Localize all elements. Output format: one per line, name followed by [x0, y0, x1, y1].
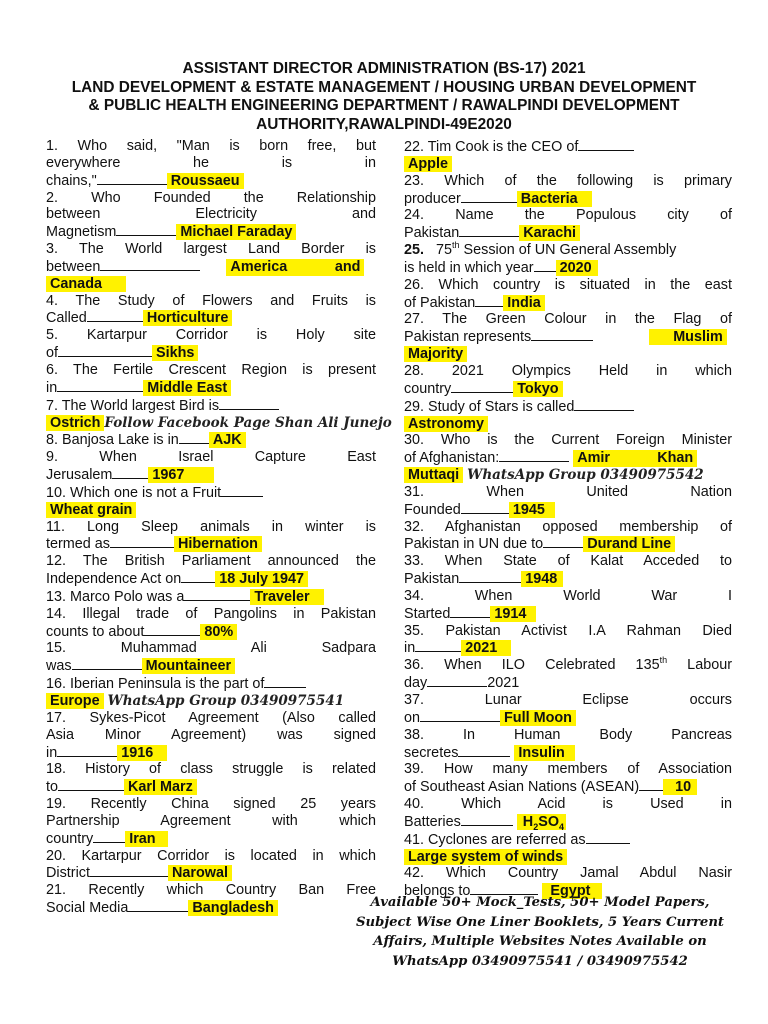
- answer-blank: [110, 535, 174, 548]
- answer-highlight: 1948: [521, 571, 563, 587]
- question-5: 5. Kartarpur Corridor is Holy site of Sikhs: [46, 327, 376, 362]
- question-20: 20. Kartarpur Corridor is located in which District Narowal: [46, 847, 376, 882]
- question-10: 10. Which one is not a Fruit Wheat grain: [46, 484, 376, 519]
- answer-highlight: Egypt: [542, 883, 602, 899]
- answer-blank: [181, 570, 215, 583]
- answer-blank: [264, 675, 306, 688]
- question-21: 21. Recently which Country Ban Free Social Media Bangladesh: [46, 882, 376, 917]
- question-31: 31. When United Nation Founded 1945: [404, 483, 732, 518]
- answer-blank: [586, 831, 630, 844]
- answer-blank: [574, 398, 634, 411]
- answer-highlight: Apple: [404, 156, 452, 172]
- header-line-1: ASSISTANT DIRECTOR ADMINISTRATION (BS-17) 2021: [182, 60, 586, 77]
- question-38: 38. In Human Body Pancreas secretes Insulin: [404, 726, 732, 761]
- answer-blank: [459, 224, 519, 237]
- answer-blank: [57, 744, 117, 757]
- answer-blank: [475, 294, 503, 307]
- answer-blank: [531, 328, 593, 341]
- answer-highlight: Bacteria: [517, 191, 592, 207]
- promotional-footer: Available 50+ Mock_Tests, 50+ Model Papers, Subject Wise One Liner Booklets, 5 Years Current Affairs, Multiple Websites Notes Available on WhatsApp 03490975541 / 03490975542: [355, 895, 724, 969]
- answer-blank: [639, 778, 663, 791]
- answer-blank: [450, 605, 490, 618]
- question-6: 6. The Fertile Crescent Region is present in Middle East: [46, 361, 376, 396]
- answer-highlight: Majority: [404, 346, 467, 362]
- answer-highlight: Karl Marz: [124, 779, 197, 795]
- answer-highlight: Roussaeu: [167, 173, 244, 189]
- header-line-4: AUTHORITY,RAWALPINDI-49E2020: [256, 115, 512, 133]
- answer-blank: [144, 623, 200, 636]
- answer-blank: [578, 138, 634, 151]
- answer-highlight: 18 July 1947: [215, 571, 308, 587]
- answer-blank: [97, 172, 167, 185]
- question-13: 13. Marco Polo was a Traveler: [46, 588, 376, 606]
- answer-blank: [415, 639, 461, 652]
- answer-highlight: Muttaqi: [404, 467, 463, 483]
- question-9: 9. When Israel Capture East Jerusalem 1967: [46, 449, 376, 484]
- answer-blank: [93, 830, 125, 843]
- question-25: 25. 75th Session of UN General Assembly is held in which year 2020: [404, 240, 677, 276]
- answer-highlight: Europe: [46, 693, 104, 709]
- answer-highlight: Insulin: [514, 745, 574, 761]
- answer-blank: [219, 397, 279, 410]
- header-line-3: & PUBLIC HEALTH ENGINEERING DEPARTMENT / RAWALPINDI DEVELOPMENT: [88, 97, 680, 114]
- answer-blank: [112, 466, 148, 479]
- question-40: 40. Which Acid is Used in Batteries $H_2SO_4$: [404, 796, 732, 832]
- answer-highlight: 2021: [461, 640, 511, 656]
- answer-highlight: Muslim: [649, 329, 727, 345]
- question-4: 4. The Study of Flowers and Fruits is Called Horticulture: [46, 292, 376, 327]
- question-41: 41. Cyclones are referred as Large system of winds: [404, 831, 732, 866]
- answer-highlight: Full Moon: [500, 710, 576, 726]
- facebook-promo: Follow Facebook Page Shan Ali Junejo: [104, 414, 392, 431]
- answer-highlight: Middle East: [143, 380, 231, 396]
- answer-highlight: 1967: [148, 467, 214, 483]
- answer-blank: [461, 813, 513, 826]
- question-12: 12. The British Parliament announced the Independence Act on 18 July 1947: [46, 553, 376, 588]
- answer-highlight: Tokyo: [513, 381, 562, 397]
- answer-highlight: 10: [663, 779, 697, 795]
- question-11: 11. Long Sleep animals in winter is termed as Hibernation: [46, 518, 376, 553]
- answer-blank: [461, 501, 509, 514]
- answer-highlight: 1945: [509, 502, 555, 518]
- header-line-2: LAND DEVELOPMENT & ESTATE MANAGEMENT / HOUSING URBAN DEVELOPMENT: [71, 78, 697, 96]
- question-32: 32. Afghanistan opposed membership of Pakistan in UN due to Durand Line: [404, 518, 732, 553]
- question-16: 16. Iberian Peninsula is the part of Europe WhatsApp Group 03490975541: [46, 676, 345, 709]
- right-question-column: [404, 138, 732, 900]
- answer-blank: [427, 674, 487, 687]
- answer-highlight: Astronomy: [404, 416, 488, 432]
- question-34: 34. When World War I Started 1914: [404, 587, 732, 622]
- answer-blank: [72, 657, 142, 670]
- whatsapp-promo: WhatsApp Group 03490975542: [467, 467, 704, 484]
- answer-blank: [461, 190, 517, 203]
- answer-highlight: 2020: [556, 260, 598, 276]
- answer-blank: [543, 535, 583, 548]
- left-question-column: [46, 138, 392, 917]
- answer-blank: [420, 709, 500, 722]
- answer-blank: [58, 344, 152, 357]
- answer-blank: [534, 259, 556, 272]
- question-39: 39. How many members of Association of Southeast Asian Nations (ASEAN) 10: [404, 761, 732, 796]
- question-37: 37. Lunar Eclipse occurs on Full Moon: [404, 692, 732, 726]
- answer-blank: [221, 484, 263, 497]
- question-42: 42. Which Country Jamal Abdul Nasir belongs to Egypt: [404, 865, 732, 900]
- answer-highlight: Durand Line: [583, 536, 675, 552]
- question-3: 3. The World largest Land Border is between America and Canada: [46, 241, 376, 292]
- answer-highlight: Mountaineer: [142, 658, 236, 674]
- question-18: 18. History of class struggle is related to Karl Marz: [46, 761, 376, 796]
- answer-blank: [100, 258, 200, 271]
- document-header: [20, 60, 748, 134]
- question-17: 17. Sykes-Picot Agreement (Also called Asia Minor Agreement) was signed in 1916: [46, 709, 376, 761]
- question-2: 2. Who Founded the Relationship between Electricity and Magnetism Michael Faraday: [46, 189, 376, 241]
- answer-highlight: 1916: [117, 745, 167, 761]
- answer-highlight: Narowal: [168, 865, 232, 881]
- question-14: 14. Illegal trade of Pangolins in Pakistan counts to about 80%: [46, 605, 376, 640]
- answer-highlight: Ostrich: [46, 415, 104, 431]
- question-27: 27. The Green Colour in the Flag of Pakistan represents Muslim Majority: [404, 311, 732, 363]
- answer-highlight: Karachi: [519, 225, 580, 241]
- answer-blank: [90, 864, 168, 877]
- answer-blank: [451, 380, 513, 393]
- answer-blank: [184, 588, 250, 601]
- question-28: 28. 2021 Olympics Held in which country Tokyo: [404, 362, 732, 397]
- answer-highlight: Horticulture: [143, 310, 233, 326]
- question-29: 29. Study of Stars is called Astronomy: [404, 398, 732, 433]
- answer-highlight: Traveler: [250, 589, 323, 605]
- answer-blank: [458, 744, 510, 757]
- question-8: 8. Banjosa Lake is in AJK: [46, 431, 376, 449]
- answer-highlight: Bangladesh: [188, 900, 278, 916]
- answer-blank: [57, 379, 143, 392]
- question-26: 26. Which country is situated in the east of Pakistan India: [404, 276, 732, 311]
- answer-highlight: Large system of winds: [404, 849, 567, 865]
- question-33: 33. When State of Kalat Acceded to Pakistan 1948: [404, 553, 732, 588]
- answer-highlight: Amir Khan: [573, 450, 697, 467]
- question-24: 24. Name the Populous city of Pakistan Karachi: [404, 207, 732, 242]
- answer-highlight: AJK: [209, 432, 246, 448]
- question-15: 15. Muhammad Ali Sadpara was Mountaineer: [46, 640, 376, 675]
- question-36: 36. When ILO Celebrated 135th Labour day 2021: [404, 655, 732, 692]
- answer-blank: [116, 223, 176, 236]
- answer-blank: [179, 431, 209, 444]
- answer-highlight: Michael Faraday: [176, 224, 296, 240]
- whatsapp-promo: WhatsApp Group 03490975541: [107, 693, 345, 709]
- question-23: 23. Which of the following is primary producer Bacteria: [404, 172, 732, 207]
- answer-highlight: Wheat grain: [46, 502, 136, 518]
- answer-highlight: Sikhs: [152, 345, 198, 361]
- answer-highlight: 80%: [200, 624, 237, 640]
- question-19: 19. Recently China signed 25 years Partnership Agreement with which country Iran: [46, 796, 376, 847]
- answer-highlight: America and: [226, 259, 364, 276]
- answer-blank: [459, 570, 521, 583]
- answer-blank: [128, 899, 188, 912]
- question-30: 30. Who is the Current Foreign Minister of Afghanistan: Amir Khan Muttaqi WhatsApp Group 03490975542: [404, 432, 732, 484]
- question-22: 22. Tim Cook is the CEO of Apple: [404, 138, 732, 173]
- answer-highlight: 1914: [490, 606, 536, 622]
- answer-blank: [499, 449, 569, 462]
- answer-highlight: $H_2SO_4$: [517, 814, 566, 830]
- answer-blank: [58, 778, 124, 791]
- question-1: 1. Who said, "Man is born free, but everywhere he is in chains," Roussaeu: [46, 138, 376, 189]
- question-35: 35. Pakistan Activist I.A Rahman Died in 2021: [404, 622, 732, 657]
- question-7: 7. The World largest Bird is Ostrich Follow Facebook Page Shan Ali Junejo: [46, 397, 392, 431]
- answer-highlight: Hibernation: [174, 536, 262, 552]
- answer-highlight: Canada: [46, 276, 126, 292]
- answer-highlight: Iran: [125, 831, 167, 847]
- answer-highlight: India: [503, 295, 545, 311]
- answer-blank: [87, 309, 143, 322]
